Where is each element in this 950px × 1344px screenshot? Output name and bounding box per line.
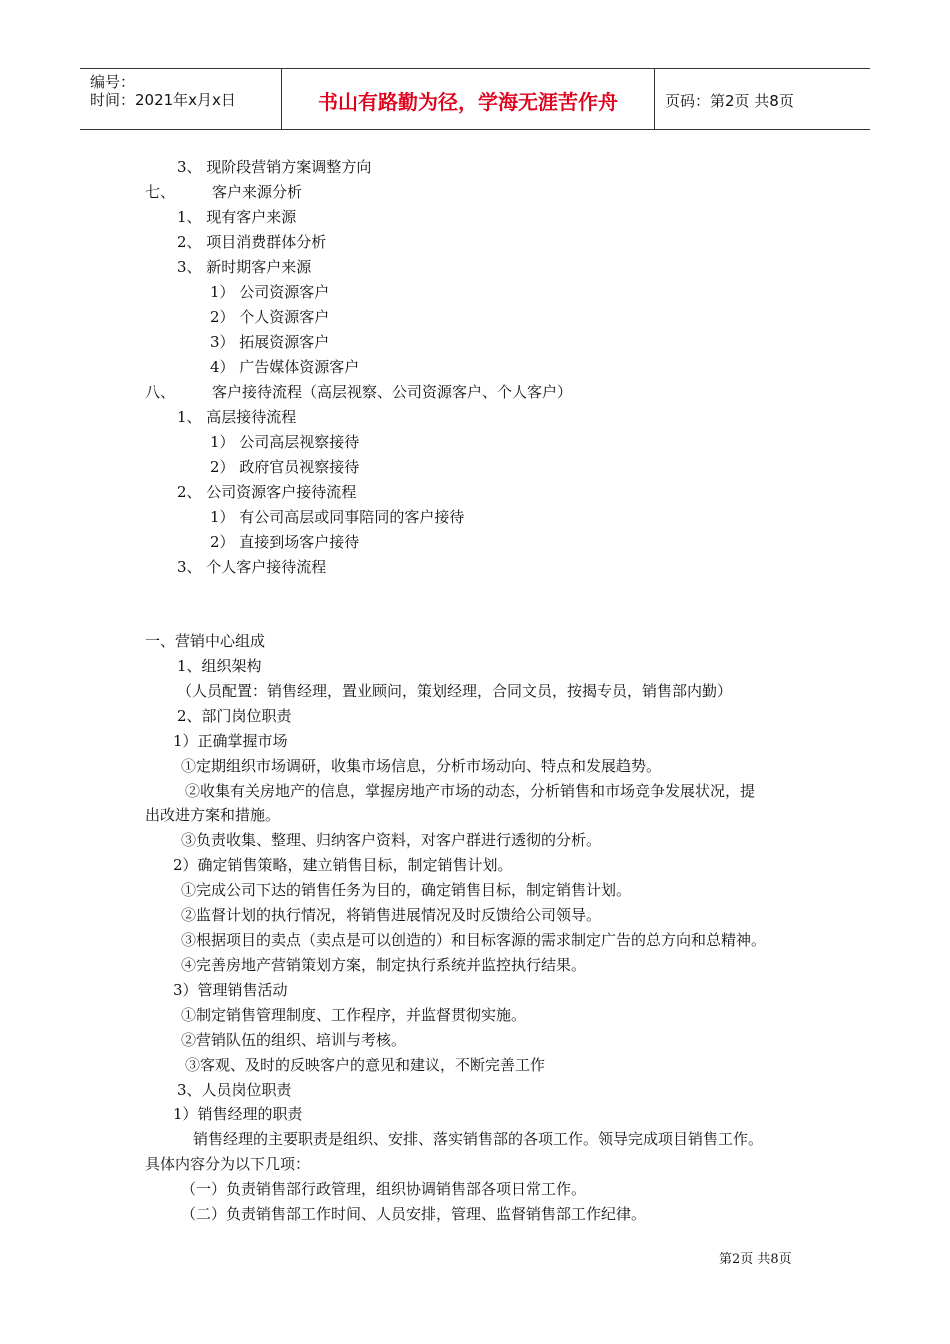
body-text: ②收集有关房地产的信息，掌握房地产市场的动态，分析销售和市场竞争发展状况，提 [185,782,756,800]
body-text: ③客观、及时的反映客户的意见和建议，不断完善工作 [185,1056,546,1074]
body-text: ①定期组织市场调研，收集市场信息，分析市场动向、特点和发展趋势。 [181,757,662,775]
outline-item: 3、 新时期客户来源 [177,258,312,276]
outline-subitem: 1） 公司高层视察接待 [210,433,360,451]
outline-subitem: 2） 个人资源客户 [210,308,330,326]
outline-item: 1、 高层接待流程 [177,408,297,426]
item-heading: 2）确定销售策略，建立销售目标，制定销售计划。 [173,856,513,874]
outline-subitem: 2） 直接到场客户接待 [210,533,360,551]
section-heading: 客户来源分析 [212,183,303,201]
section-heading: 一、营销中心组成 [145,632,266,650]
header-left-cell [80,69,282,129]
document-number-label: 编号： [90,73,136,91]
section-heading: 客户接待流程（高层视察、公司资源客户、个人客户） [212,383,573,401]
header-motto: 书山有路勤为径，学海无涯苦作舟 [318,90,618,114]
outline-item: 2、 项目消费群体分析 [177,233,327,251]
outline-subitem: 2） 政府官员视察接待 [210,458,360,476]
body-text: ①制定销售管理制度、工作程序，并监督贯彻实施。 [181,1006,527,1024]
outline-subitem: 1） 公司资源客户 [210,283,330,301]
document-time-label: 时间：2021年x月x日 [90,91,236,109]
outline-item: 3、 现阶段营销方案调整方向 [177,158,372,176]
item-heading: 3）管理销售活动 [173,981,288,999]
body-text: ①完成公司下达的销售任务为目的，确定销售目标，制定销售计划。 [181,881,632,899]
outline-item: 3、 个人客户接待流程 [177,558,327,576]
body-text: 销售经理的主要职责是组织、安排、落实销售部的各项工作。领导完成项目销售工作。 [193,1130,764,1148]
outline-item: 2、 公司资源客户接待流程 [177,483,357,501]
subsection-heading: 1、组织架构 [177,657,262,675]
subsection-heading: 3、人员岗位职责 [177,1081,292,1099]
header-right-cell [655,69,870,129]
body-text: ②监督计划的执行情况，将销售进展情况及时反馈给公司领导。 [181,906,602,924]
outline-subitem: 3） 拓展资源客户 [210,333,330,351]
section-number: 七、 [145,183,176,201]
body-text: ③根据项目的卖点（卖点是可以创造的）和目标客源的需求制定广告的总方向和总精神。 [181,931,767,949]
outline-subitem: 4） 广告媒体资源客户 [210,358,360,376]
page-header [80,68,870,130]
item-heading: 1）正确掌握市场 [173,732,288,750]
body-text: （二）负责销售部工作时间、人员安排，管理、监督销售部工作纪律。 [181,1205,647,1223]
body-text: ③负责收集、整理、归纳客户资料，对客户群进行透彻的分析。 [181,831,602,849]
body-text: 具体内容分为以下几项： [145,1155,311,1173]
outline-item: 1、 现有客户来源 [177,208,297,226]
body-text: 出改进方案和措施。 [145,806,281,824]
item-heading: 1）销售经理的职责 [173,1105,303,1123]
section-number: 八、 [145,383,176,401]
body-text: ④完善房地产营销策划方案，制定执行系统并监控执行结果。 [181,956,587,974]
header-center-cell [282,69,655,129]
header-page-info: 页码：第2页 共8页 [665,92,794,110]
body-text: （一）负责销售部行政管理，组织协调销售部各项日常工作。 [181,1180,587,1198]
body-text: ②营销队伍的组织、培训与考核。 [181,1031,407,1049]
body-text: （人员配置：销售经理，置业顾问，策划经理，合同文员，按揭专员，销售部内勤） [177,682,733,700]
outline-subitem: 1） 有公司高层或同事陪同的客户接待 [210,508,465,526]
subsection-heading: 2、部门岗位职责 [177,707,292,725]
page-footer: 第2页 共8页 [719,1252,792,1267]
